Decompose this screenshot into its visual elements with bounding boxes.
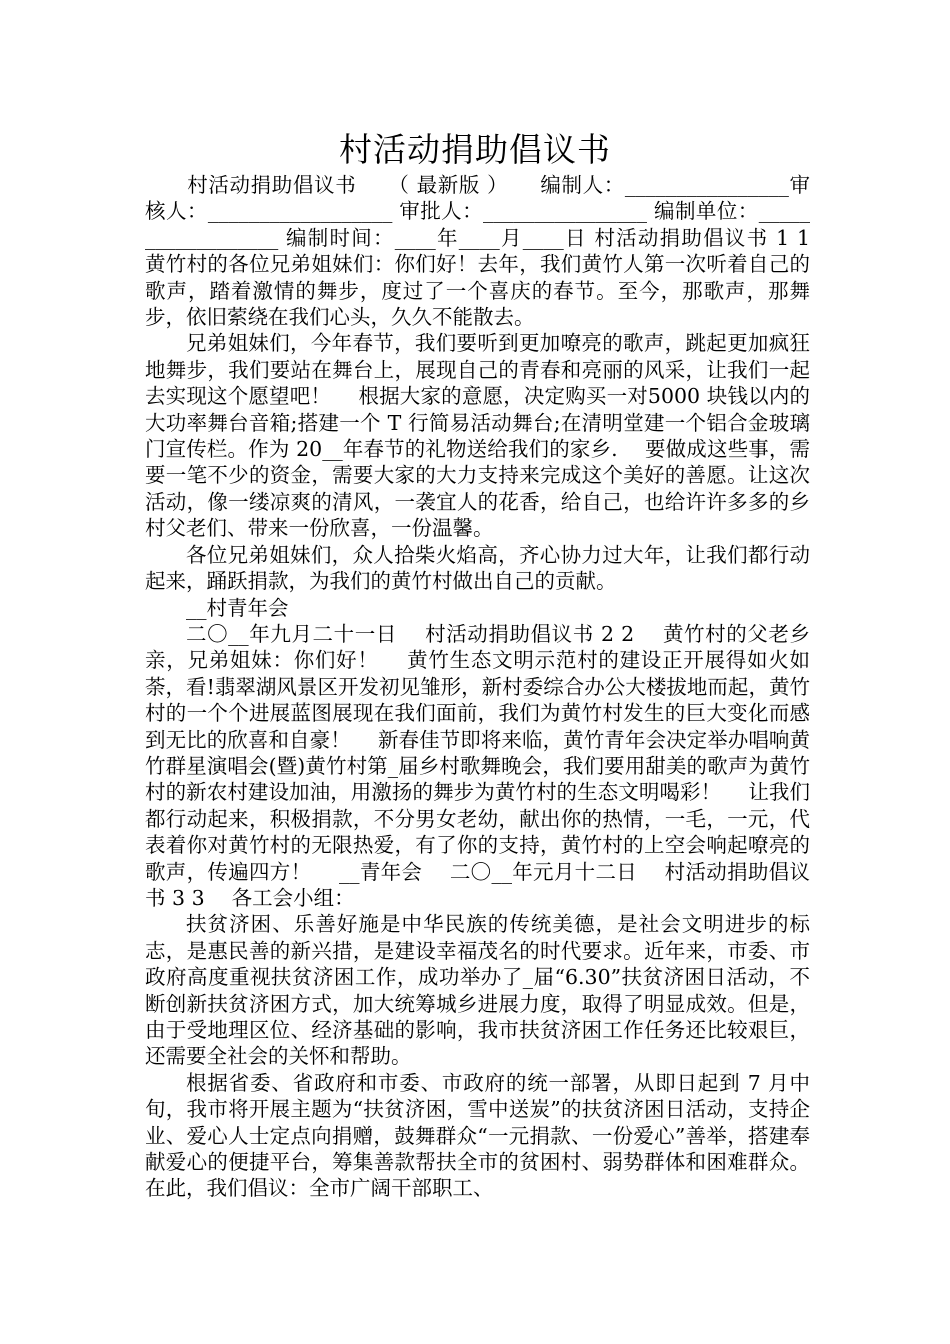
paragraph-header-info: 村活动捐助倡议书 （ 最新版 ） 编制人：________________审核人：__________________ 审批人：________________ 编制单位：__________________ 编制时间：____年____月____日 村活动捐助倡议书 1 1 黄竹村的各位兄弟姐妹们：你们好！去年，我们黄竹人第一次听着自己的歌声，踏着激情的舞步，度过了一个喜庆的春节。至今，那歌声，那舞步，依旧萦绕在我们心头，久久不能散去。: [145, 173, 838, 330]
paragraph-2: 兄弟姐妹们，今年春节，我们要听到更加嘹亮的歌声，跳起更加疯狂地舞步，我们要站在舞台上，展现自己的青春和亮丽的风采，让我们一起去实现这个愿望吧！ 根据大家的意愿，决定购买一对5000 块钱以内的大功率舞台音箱;搭建一个 T 行简易活动舞台;在清明堂建一个铝合金玻璃门宣传栏。作为 20__年春节的礼物送给我们的家乡. 要做成这些事，需要一笔不少的资金，需要大家的大力支持来完成这个美好的善愿。让这次活动，像一缕凉爽的清风，一袭宜人的花香，给自己，也给许许多多的乡村父老们、带来一份欣喜，一份温馨。: [145, 331, 810, 541]
paragraph-6: 扶贫济困、乐善好施是中华民族的传统美德，是社会文明进步的标志，是惠民善的新兴措，是建设幸福茂名的时代要求。近年来，市委、市政府高度重视扶贫济困工作，成功举办了_届“6.30”扶贫济困日活动，不断创新扶贫济困方式，加大统筹城乡进展力度，取得了明显成效。但是，由于受地理区位、经济基础的影响，我市扶贫济困工作任务还比较艰巨，还需要全社会的关怀和帮助。: [145, 912, 810, 1069]
paragraph-5: 二〇__年九月二十一日 村活动捐助倡议书 2 2 黄竹村的父老乡亲，兄弟姐妹：你们好！ 黄竹生态文明示范村的建设正开展得如火如荼，看!翡翠湖风景区开发初见雏形，新村委综合办公大楼拔地而起，黄竹村的一个个进展蓝图展现在我们面前，我们为黄竹村发生的巨大变化而感到无比的欣喜和自豪！ 新春佳节即将来临，黄竹青年会决定举办唱响黄竹群星演唱会(暨)黄竹村第_届乡村歌舞晚会，我们要用甜美的歌声为黄竹村的新农村建设加油，用激扬的舞步为黄竹村的生态文明喝彩！ 让我们都行动起来，积极捐款，不分男女老幼，献出你的热情，一毛，一元，代表着你对黄竹村的无限热爱，有了你的支持，黄竹村的上空会响起嘹亮的歌声，传遍四方！ __青年会 二〇__年元月十二日 村活动捐助倡议书 3 3 各工会小组：: [145, 621, 810, 910]
paragraph-signature-1: __村青年会: [186, 595, 289, 620]
paragraph-3: 各位兄弟姐妹们，众人拾柴火焰高，齐心协力过大年，让我们都行动起来，踊跃捐款，为我们的黄竹村做出自己的贡献。: [145, 542, 810, 594]
document-title: 村活动捐助倡议书: [339, 130, 611, 169]
paragraph-7: 根据省委、省政府和市委、市政府的统一部署，从即日起到 7 月中旬，我市将开展主题为“扶贫济困，雪中送炭”的扶贫济困日活动，支持企业、爱心人士定点向捐赠，鼓舞群众“一元捐款、一份爱心”善举，搭建奉献爱心的便捷平台，筹集善款帮扶全市的贫困村、弱势群体和困难群众。在此，我们倡议：全市广阔干部职工、: [145, 1070, 810, 1201]
document-body: [145, 172, 838, 1202]
